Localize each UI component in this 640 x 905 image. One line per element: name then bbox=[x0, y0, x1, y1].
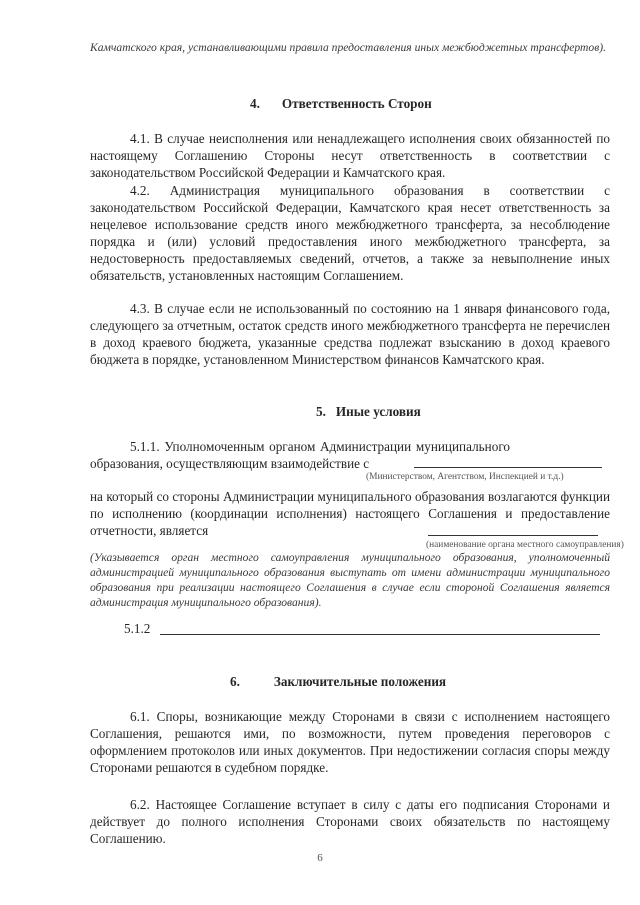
ministry-blank-line bbox=[414, 467, 602, 468]
page-number: 6 bbox=[317, 852, 323, 864]
section6-heading bbox=[230, 674, 446, 690]
section4-title: Ответственность Сторон bbox=[281, 96, 432, 111]
section5-number: 5. bbox=[316, 404, 326, 419]
section4-number: 4. bbox=[250, 96, 260, 111]
paragraph-5-1-1-line1: 5.1.1. Уполномоченным органом Администрации муниципального образования, осуществляющим взаимодействие с bbox=[90, 439, 510, 471]
paragraph-6-1: 6.1. Споры, возникающие между Сторонами в связи с исполнением настоящего Соглашения, решаются ими, по возможности, путем проведения переговоров с оформлением протоколов или иных документов. При недостижении согласия споры между Сторонами решаются в судебном порядке. bbox=[90, 709, 610, 775]
section5-note: (Указывается орган местного самоуправления муниципального образования, уполномоченный администрацией муниципального образования выступать от имени администрации муниципального образования при реализации настоящего Соглашения в случае если стороной Соглашения является администрация муниципального образования). bbox=[90, 551, 610, 609]
body-blank-line bbox=[428, 535, 598, 536]
paragraph-4-2: 4.2. Администрация муниципального образования в соответствии с законодательством Российской Федерации, Камчатского края несет ответственность за нецелевое использование средств иного межбюджетного трансферта, за несоблюдение порядка и (или) условий предоставления иного межбюджетного трансферта, за недостоверность предоставляемых сведений, отчетов, а также за невыполнение иных обязательств, установленных настоящим Соглашением. bbox=[90, 183, 610, 283]
section6-number: 6. bbox=[230, 674, 240, 689]
section4-heading bbox=[250, 96, 432, 112]
section6-title: Заключительные положения bbox=[273, 674, 447, 689]
paragraph-6-2: 6.2. Настоящее Соглашение вступает в силу с даты его подписания Сторонами и действует до полного исполнения Сторонами своих обязательств по настоящему Соглашению. bbox=[90, 797, 610, 846]
paragraph-4-1: 4.1. В случае неисполнения или ненадлежащего исполнения своих обязанностей по настоящему Соглашению Стороны несут ответственность в соответствии с законодательством Российской Федерации и Камчатского края. bbox=[90, 131, 610, 180]
paragraph-5-1-2-label: 5.1.2 bbox=[124, 621, 151, 636]
section5-heading bbox=[316, 404, 421, 420]
top-fragment: Камчатского края, устанавливающими правила предоставления иных межбюджетных трансфертов). bbox=[90, 41, 606, 54]
caption-body: (наименование органа местного самоуправления) bbox=[426, 540, 624, 550]
paragraph-4-3: 4.3. В случае если не использованный по состоянию на 1 января финансового года, следующего за отчетным, остаток средств иного межбюджетного трансферта не перечислен в доход краевого бюджета, указанные средства подлежат взысканию в доход краевого бюджета в порядке, установленном Министерством финансов Камчатского края. bbox=[90, 301, 610, 367]
caption-ministry: (Министерством, Агентством, Инспекцией и т.д.) bbox=[366, 472, 564, 482]
paragraph-5-1-2-blank bbox=[160, 634, 600, 635]
paragraph-5-1-1-line2: на который со стороны Администрации муниципального образования возлагаются функции по исполнению (координации исполнения) настоящего Соглашения и предоставление отчетности, является bbox=[90, 489, 610, 538]
section5-title: Иные условия bbox=[335, 404, 421, 419]
